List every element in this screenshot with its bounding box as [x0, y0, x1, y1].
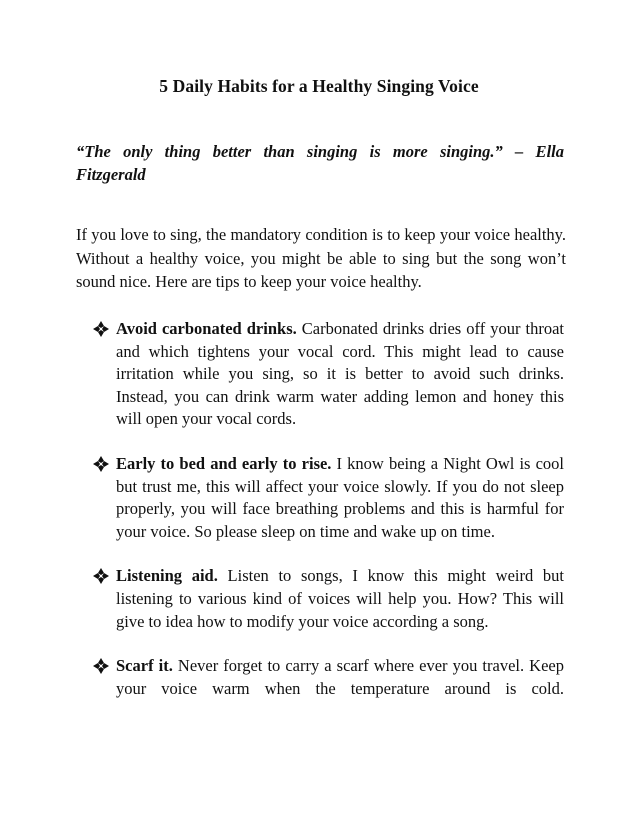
habit-text: I know being a Night Owl is cool but trust me, this will affect your voice slowly. If you do not sleep properly, you will face breathing problems and this is harmful for your voice. So please sleep on time and wake up on time.	[116, 453, 564, 541]
habit-item-carbonated-drinks	[92, 318, 564, 431]
habit-title: Early to bed and early to rise.	[116, 453, 332, 473]
diamond-bullet-icon	[92, 455, 110, 473]
habit-text: Listen to songs, I know this might weird but listening to various kind of voices will help you. How? This will give to idea how to modify your voice according a song.	[116, 566, 564, 631]
diamond-bullet-icon	[92, 320, 110, 338]
opening-quote: “The only thing better than singing is more singing.” – Ella Fitzgerald	[76, 142, 564, 184]
habit-text: Carbonated drinks dries off your throat and which tightens your vocal cord. This might lead to cause irritation while you sing, so it is better to avoid such drinks. Instead, you can drink warm water adding lemon and honey this will open your vocal cords.	[116, 319, 564, 429]
diamond-bullet-icon	[92, 657, 110, 675]
habit-title: Avoid carbonated drinks.	[116, 319, 297, 338]
habit-item-listening-aid	[92, 565, 564, 633]
habit-title: Scarf it.	[116, 656, 173, 676]
document-title: 5 Daily Habits for a Healthy Singing Voice	[159, 76, 479, 96]
intro-paragraph: If you love to sing, the mandatory condition is to keep your voice healthy. Without a healthy voice, you might be able to sing but the song won’t sound nice. Here are tips to keep your voice healthy.	[76, 225, 566, 291]
diamond-bullet-icon	[92, 567, 110, 585]
habit-text: Never forget to carry a scarf where ever you travel. Keep your voice warm when the temperature around is cold.	[116, 656, 564, 698]
habits-list	[92, 318, 564, 722]
habit-item-early-to-bed	[92, 453, 564, 543]
habit-item-scarf-it	[92, 655, 564, 700]
habit-title: Listening aid.	[116, 566, 218, 586]
